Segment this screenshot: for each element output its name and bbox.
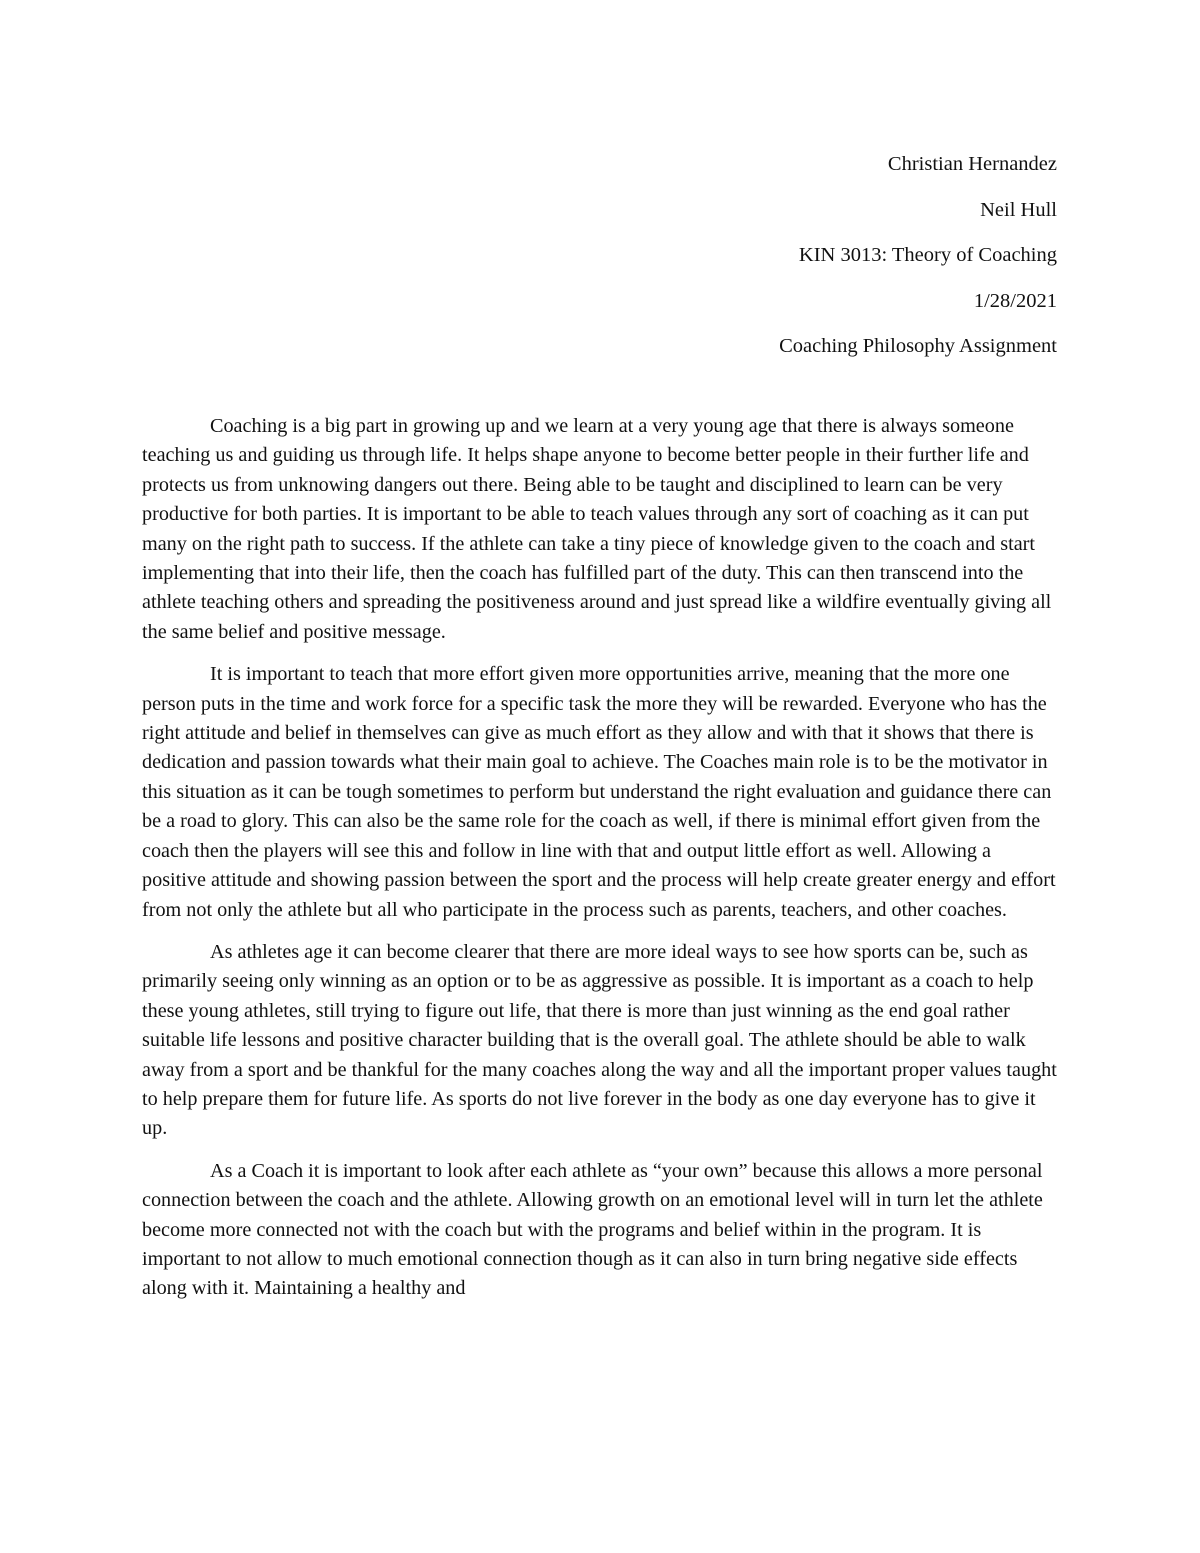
assignment-title: Coaching Philosophy Assignment bbox=[779, 335, 1057, 357]
instructor-name: Neil Hull bbox=[980, 198, 1057, 221]
paragraph-4: As a Coach it is important to look after each athlete as “your own” because this allows a more personal connection between the coach and the athlete. Allowing growth on an emotional level will in turn let the athlete become more connected not with the coach but with the programs and belief within in the program. It is important to not allow to much emotional connection though as it can also in turn bring negative side effects along with it. Maintaining a healthy and bbox=[142, 1159, 1043, 1300]
assignment-date: 1/28/2021 bbox=[973, 289, 1057, 312]
paragraph-3: As athletes age it can become clearer that there are more ideal ways to see how sports can be, such as primarily seeing only winning as an option or to be as aggressive as possible. It is important as a coach to help these young athletes, still trying to figure out life, that there is more than just winning as the end goal rather suitable life lessons and positive character building that is the overall goal. The athlete should be able to walk away from a sport and be thankful for the many coaches along the way and all the important proper values taught to help prepare them for future life. As sports do not live forever in the body as one day everyone has to give it up. bbox=[142, 940, 1057, 1140]
paragraph-2: It is important to teach that more effort given more opportunities arrive, meaning that the more one person puts in the time and work force for a specific task the more they will be rewarded. Everyone who has the right attitude and belief in themselves can give as much effort as they allow and with that it shows that there is dedication and passion towards what their main goal to achieve. The Coaches main role is to be the motivator in this situation as it can be tough sometimes to perform but understand the right evaluation and guidance there can be a road to glory. This can also be the same role for the coach as well, if there is minimal effort given from the coach then the players will see this and follow in line with that and output little effort as well. Allowing a positive attitude and showing passion between the sport and the process will help create greater energy and effort from not only the athlete but all who participate in the process such as parents, teachers, and other coaches. bbox=[142, 663, 1056, 921]
author-name: Christian Hernandez bbox=[887, 153, 1057, 175]
header-block bbox=[779, 142, 1057, 370]
paragraph-1: Coaching is a big part in growing up and we learn at a very young age that there is always someone teaching us and guiding us through life. It helps shape anyone to become better people in their further life and protects us from unknowing dangers out there. Being able to be taught and disciplined to learn can be very productive for both parties. It is important to be able to teach values through any sort of coaching as it can put many on the right path to success. If the athlete can take a tiny piece of knowledge given to the coach and start implementing that into their life, then the coach has fulfilled part of the duty. This can then transcend into the athlete teaching others and spreading the positiveness around and just spread like a wildfire eventually giving all the same belief and positive message. bbox=[142, 415, 1052, 643]
essay-body bbox=[142, 412, 1057, 1317]
course-title: KIN 3013: Theory of Coaching bbox=[798, 244, 1057, 266]
